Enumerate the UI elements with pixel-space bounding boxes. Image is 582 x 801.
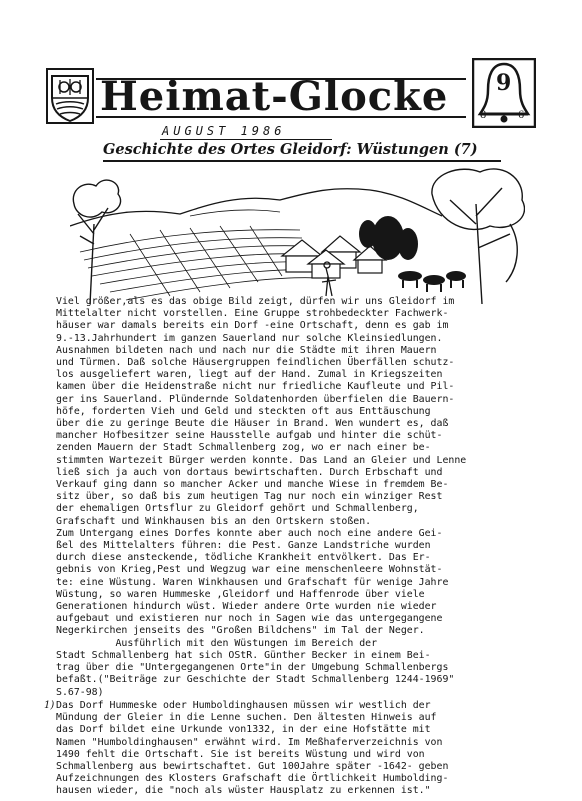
village-landscape-illustration bbox=[70, 164, 525, 304]
body-line: Mittelalter nicht vorstellen. Eine Gruppe strohbedeckter Fachwerk- bbox=[56, 308, 449, 320]
body-line: Generationen hindurch wüst. Wieder andere Orte wurden nie wieder bbox=[56, 601, 437, 613]
body-line: Stadt Schmallenberg hat sich OStR. Günther Becker in einem Bei- bbox=[56, 649, 431, 661]
body-line: der ehemaligen Ortsflur zu Gleidorf gehört und Schmallenberg, bbox=[56, 503, 419, 515]
year-left: 8 bbox=[480, 110, 487, 121]
body-line: ließ sich ja auch von dortaus bewirtschaften. Durch Erbschaft und bbox=[56, 466, 443, 478]
body-line: Wüstung, so waren Hummeske ,Gleidorf und Haffenrode über viele bbox=[56, 588, 425, 600]
body-line: befaßt.("Beiträge zur Geschichte der Stadt Schmallenberg 1244-1969" bbox=[56, 674, 455, 686]
footnote-line: Das Dorf Hummeske oder Humboldinghausen müssen wir westlich der bbox=[56, 700, 431, 711]
body-line: Ausführlich mit den Wüstungen im Bereich der bbox=[56, 637, 378, 649]
coat-of-arms-logo bbox=[46, 68, 94, 124]
footnote-line: Schmallenberg aus bewirtschaftet. Gut 100Jahre später -1642- geben bbox=[56, 761, 449, 773]
body-line: 9.-13.Jahrhundert im ganzen Sauerland nur solche Kleinsiedlungen. bbox=[56, 332, 443, 344]
body-line: zenden Mauern der Stadt Schmallenberg zog, wo er nach einer be- bbox=[56, 442, 431, 454]
body-line: sitz über, so daß bis zum heutigen Tag nur noch ein winziger Rest bbox=[56, 491, 443, 503]
footnote-marker: 1) bbox=[44, 700, 55, 711]
footnote-line: das Dorf bildet eine Urkunde von1332, in der eine Hofstätte mit bbox=[56, 724, 431, 736]
body-line: durch diese ansteckende, tödliche Krankheit entvölkert. Das Er- bbox=[56, 552, 431, 564]
body-line: Zum Untergang eines Dorfes konnte aber auch noch eine andere Gei- bbox=[56, 527, 443, 539]
body-line: und Türmen. Daß solche Häusergruppen feindlichen Überfällen schutz- bbox=[56, 357, 455, 369]
body-line: aufgebaut und existieren nur noch in Sagen wie das untergegangene bbox=[56, 613, 443, 625]
body-line: gebnis von Krieg,Pest und Wegzug war eine menschenleere Wohnstät- bbox=[56, 564, 443, 576]
body-line: ßel des Mittelalters führen: die Pest. Ganze Landstriche wurden bbox=[56, 540, 431, 552]
body-line: mancher Hofbesitzer seine Hausstelle aufgab und hinter die schüt- bbox=[56, 430, 443, 442]
body-line: höfe, forderten Vieh und Geld und steckten oft aus Enttäuschung bbox=[56, 405, 431, 417]
body-line: häuser war damals bereits ein Dorf -eine Ortschaft, denn es gab im bbox=[56, 320, 449, 332]
body-line: Ausnahmen bildeten nach und nach nur die Städte mit ihren Mauern bbox=[56, 344, 437, 356]
masthead bbox=[0, 0, 582, 130]
body-line: Viel größer,als es das obige Bild zeigt, dürfen wir uns Gleidorf im bbox=[56, 296, 455, 307]
year-right: 6 bbox=[518, 110, 525, 121]
footnote-line: Namen "Humboldinghausen" erwähnt wird. Im Meßhaferverzeichnis von bbox=[56, 736, 443, 748]
headline-underline bbox=[103, 160, 501, 162]
body-line: kamen über die Heidenstraße nicht nur friedliche Kaufleute und Pil- bbox=[56, 381, 455, 393]
body-line: te: eine Wüstung. Waren Winkhausen und Grafschaft für wenige Jahre bbox=[56, 576, 449, 588]
masthead-title: Heimat-Glocke bbox=[100, 73, 449, 120]
body-line: über die zu geringe Beute die Häuser in Brand. Wen wundert es, daß bbox=[56, 418, 449, 430]
headline: Geschichte des Ortes Gleidorf: Wüstungen (7) bbox=[103, 141, 478, 158]
footnote-line: 1490 fehlt die Ortschaft. Sie ist bereits Wüstung und wird von bbox=[56, 748, 425, 760]
body-line: Negerkirchen jenseits des "Großen Bildchens" im Tal der Neger. bbox=[56, 625, 425, 637]
issue-number: 9 bbox=[496, 70, 512, 96]
article-body bbox=[56, 296, 556, 699]
body-line: los ausgeliefert waren, liegt auf der Hand. Zumal in Kriegszeiten bbox=[56, 369, 443, 381]
body-line: ger ins Sauerland. Plündernde Soldatenhorden überfielen die Bauern- bbox=[56, 393, 455, 405]
footnote bbox=[56, 700, 556, 798]
footnote-line: Mündung der Gleier in die Lenne suchen. Den ältesten Hinweis auf bbox=[56, 712, 437, 724]
footnote-line: hausen wieder, die "noch als wüster Hausplatz zu erkennen ist." bbox=[56, 785, 431, 797]
date-line: AUGUST 1986 bbox=[162, 124, 286, 138]
body-line: S.67-98) bbox=[56, 686, 104, 698]
body-line: Verkauf ging dann so mancher Acker und manche Wiese in fremdem Be- bbox=[56, 479, 449, 491]
body-line: stimmten Wartezeit Bürger werden konnte. Das Land an Gleier und Lenne bbox=[56, 454, 467, 466]
date-underline bbox=[160, 139, 332, 140]
body-line: Grafschaft und Winkhausen bis an den Ortskern stoßen. bbox=[56, 515, 372, 527]
body-line: trag über die "Untergegangenen Orte"in der Umgebung Schmallenbergs bbox=[56, 662, 449, 674]
footnote-line: Aufzeichnungen des Klosters Grafschaft die Örtlichkeit Humbolding- bbox=[56, 773, 449, 785]
